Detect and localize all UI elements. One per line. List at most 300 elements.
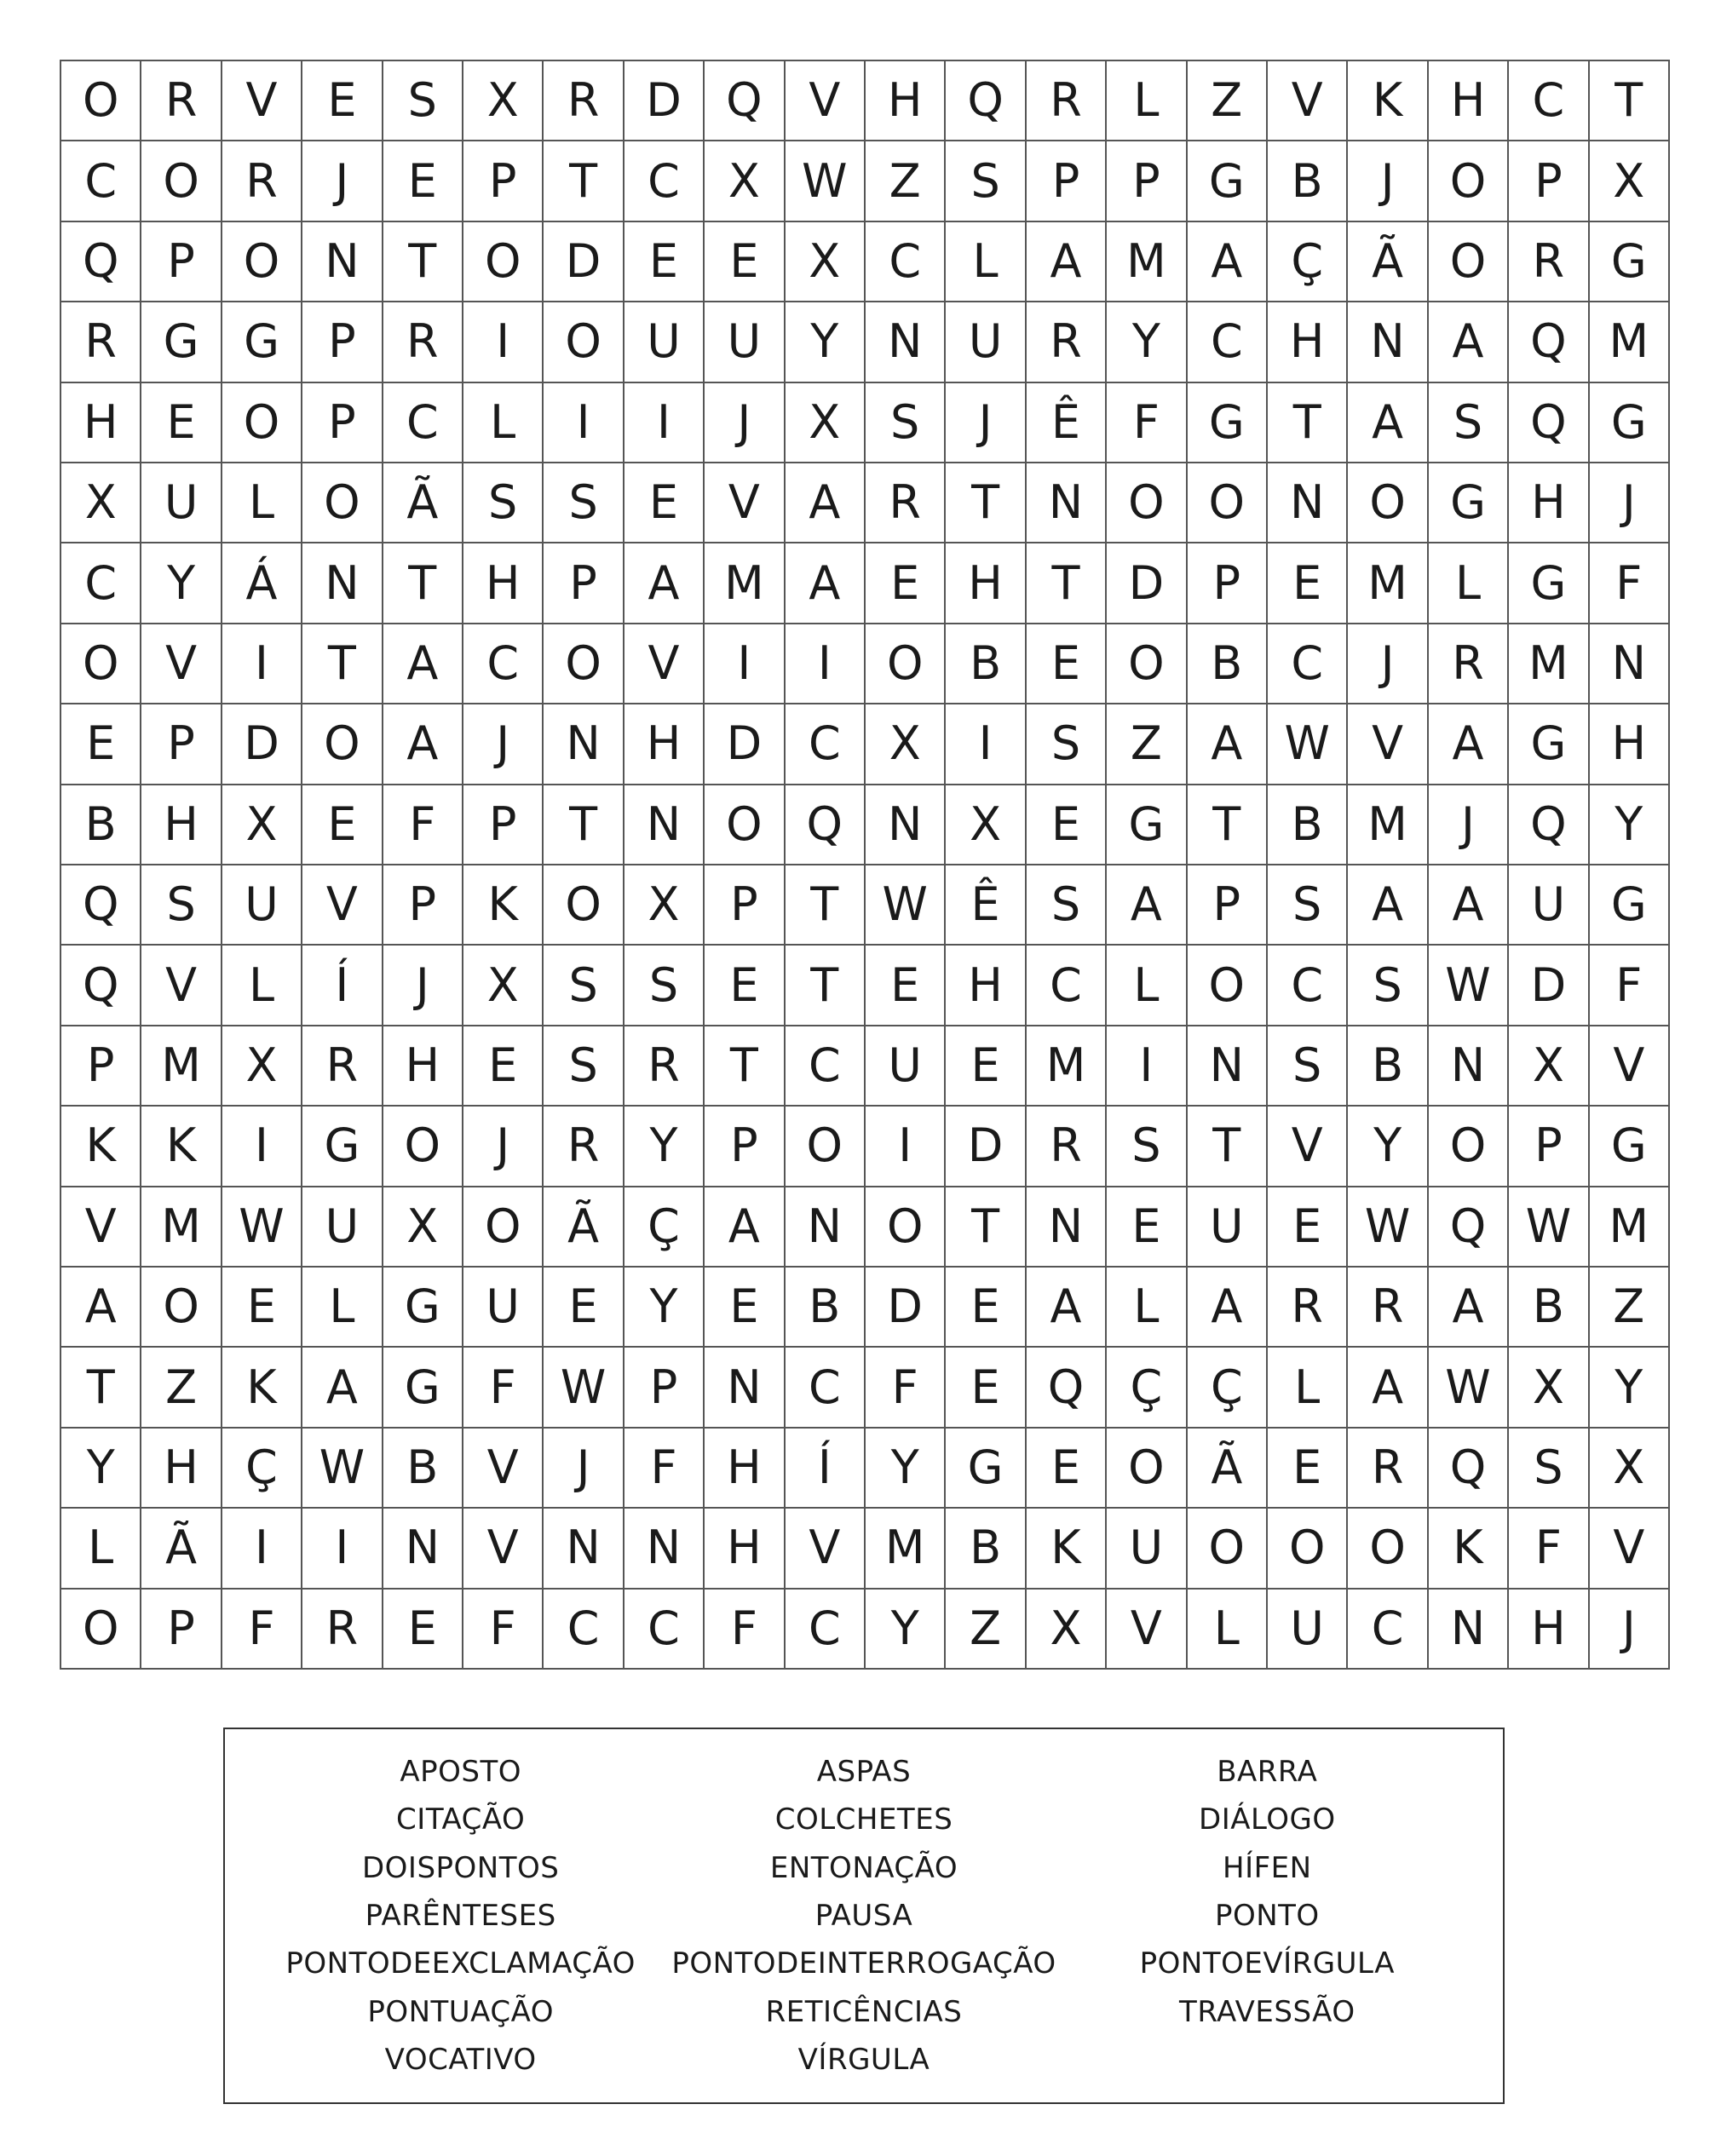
grid-cell[interactable]: Q (61, 946, 141, 1026)
grid-cell[interactable]: H (1268, 302, 1348, 382)
grid-cell[interactable]: O (222, 383, 302, 463)
grid-cell[interactable]: X (786, 222, 866, 302)
grid-cell[interactable]: S (1509, 1429, 1589, 1509)
grid-cell[interactable]: C (1509, 61, 1589, 141)
grid-cell[interactable]: W (544, 1348, 624, 1428)
grid-cell[interactable]: L (222, 463, 302, 543)
grid-cell[interactable]: J (1348, 624, 1428, 704)
grid-cell[interactable]: X (866, 704, 946, 785)
grid-cell[interactable]: P (544, 543, 624, 624)
grid-cell[interactable]: A (1429, 865, 1509, 946)
grid-cell[interactable]: C (1027, 946, 1107, 1026)
grid-cell[interactable]: E (61, 704, 141, 785)
grid-cell[interactable]: E (946, 1268, 1026, 1348)
grid-cell[interactable]: D (866, 1268, 946, 1348)
grid-cell[interactable]: M (1107, 222, 1187, 302)
grid-cell[interactable]: E (1107, 1187, 1187, 1268)
grid-cell[interactable]: R (1429, 624, 1509, 704)
grid-cell[interactable]: J (1590, 463, 1670, 543)
grid-cell[interactable]: I (222, 1509, 302, 1589)
grid-cell[interactable]: S (544, 1026, 624, 1107)
grid-cell[interactable]: X (222, 785, 302, 865)
grid-cell[interactable]: U (1509, 865, 1589, 946)
grid-cell[interactable]: R (383, 302, 463, 382)
grid-cell[interactable]: Ã (544, 1187, 624, 1268)
grid-cell[interactable]: A (786, 463, 866, 543)
grid-cell[interactable]: C (1268, 946, 1348, 1026)
grid-cell[interactable]: Q (1509, 785, 1589, 865)
grid-cell[interactable]: Z (1590, 1268, 1670, 1348)
grid-cell[interactable]: O (1429, 141, 1509, 221)
grid-cell[interactable]: E (383, 1590, 463, 1670)
grid-cell[interactable]: W (1268, 704, 1348, 785)
grid-cell[interactable]: Q (61, 222, 141, 302)
grid-cell[interactable]: N (705, 1348, 785, 1428)
grid-cell[interactable]: Ã (141, 1509, 222, 1589)
grid-cell[interactable]: K (141, 1107, 222, 1187)
grid-cell[interactable]: W (1429, 1348, 1509, 1428)
grid-cell[interactable]: N (1188, 1026, 1268, 1107)
grid-cell[interactable]: Ã (383, 463, 463, 543)
grid-cell[interactable]: S (1268, 865, 1348, 946)
grid-cell[interactable]: L (222, 946, 302, 1026)
grid-cell[interactable]: Q (786, 785, 866, 865)
grid-cell[interactable]: L (1268, 1348, 1348, 1428)
grid-cell[interactable]: V (1590, 1026, 1670, 1107)
grid-cell[interactable]: P (1027, 141, 1107, 221)
grid-cell[interactable]: A (705, 1187, 785, 1268)
grid-cell[interactable]: J (1590, 1590, 1670, 1670)
grid-cell[interactable]: Y (1107, 302, 1187, 382)
grid-cell[interactable]: J (383, 946, 463, 1026)
grid-cell[interactable]: E (1027, 785, 1107, 865)
grid-cell[interactable]: B (1348, 1026, 1428, 1107)
grid-cell[interactable]: D (544, 222, 624, 302)
grid-cell[interactable]: P (302, 302, 383, 382)
grid-cell[interactable]: P (463, 141, 544, 221)
grid-cell[interactable]: H (141, 785, 222, 865)
grid-cell[interactable]: T (383, 222, 463, 302)
grid-cell[interactable]: W (866, 865, 946, 946)
grid-cell[interactable]: U (1107, 1509, 1187, 1589)
grid-cell[interactable]: V (1107, 1590, 1187, 1670)
grid-cell[interactable]: Q (1429, 1187, 1509, 1268)
grid-cell[interactable]: C (61, 141, 141, 221)
grid-cell[interactable]: H (1590, 704, 1670, 785)
grid-cell[interactable]: U (302, 1187, 383, 1268)
grid-cell[interactable]: C (625, 1590, 705, 1670)
grid-cell[interactable]: U (866, 1026, 946, 1107)
grid-cell[interactable]: J (1429, 785, 1509, 865)
grid-cell[interactable]: Y (625, 1107, 705, 1187)
grid-cell[interactable]: Y (1348, 1107, 1428, 1187)
grid-cell[interactable]: O (1429, 1107, 1509, 1187)
grid-cell[interactable]: O (222, 222, 302, 302)
grid-cell[interactable]: B (1268, 785, 1348, 865)
grid-cell[interactable]: O (463, 1187, 544, 1268)
grid-cell[interactable]: S (1429, 383, 1509, 463)
grid-cell[interactable]: E (1268, 543, 1348, 624)
grid-cell[interactable]: Y (625, 1268, 705, 1348)
grid-cell[interactable]: X (946, 785, 1026, 865)
grid-cell[interactable]: J (1348, 141, 1428, 221)
grid-cell[interactable]: P (141, 222, 222, 302)
grid-cell[interactable]: E (544, 1268, 624, 1348)
grid-cell[interactable]: W (1348, 1187, 1428, 1268)
grid-cell[interactable]: A (1429, 1268, 1509, 1348)
grid-cell[interactable]: T (61, 1348, 141, 1428)
grid-cell[interactable]: F (383, 785, 463, 865)
grid-cell[interactable]: S (1027, 865, 1107, 946)
grid-cell[interactable]: H (383, 1026, 463, 1107)
grid-cell[interactable]: G (1429, 463, 1509, 543)
grid-cell[interactable]: H (946, 946, 1026, 1026)
grid-cell[interactable]: O (61, 624, 141, 704)
grid-cell[interactable]: H (946, 543, 1026, 624)
grid-cell[interactable]: G (141, 302, 222, 382)
grid-cell[interactable]: B (946, 624, 1026, 704)
grid-cell[interactable]: V (625, 624, 705, 704)
grid-cell[interactable]: X (61, 463, 141, 543)
grid-cell[interactable]: X (463, 61, 544, 141)
grid-cell[interactable]: Ç (1268, 222, 1348, 302)
grid-cell[interactable]: P (1188, 543, 1268, 624)
grid-cell[interactable]: T (1268, 383, 1348, 463)
grid-cell[interactable]: N (866, 302, 946, 382)
grid-cell[interactable]: T (544, 141, 624, 221)
grid-cell[interactable]: X (222, 1026, 302, 1107)
grid-cell[interactable]: O (302, 704, 383, 785)
grid-cell[interactable]: M (1590, 302, 1670, 382)
grid-cell[interactable]: E (625, 463, 705, 543)
grid-cell[interactable]: M (1027, 1026, 1107, 1107)
grid-cell[interactable]: G (383, 1268, 463, 1348)
grid-cell[interactable]: X (1027, 1590, 1107, 1670)
grid-cell[interactable]: B (383, 1429, 463, 1509)
grid-cell[interactable]: T (1027, 543, 1107, 624)
grid-cell[interactable]: P (625, 1348, 705, 1428)
grid-cell[interactable]: A (383, 704, 463, 785)
grid-cell[interactable]: I (705, 624, 785, 704)
grid-cell[interactable]: H (1509, 1590, 1589, 1670)
grid-cell[interactable]: V (302, 865, 383, 946)
grid-cell[interactable]: N (1590, 624, 1670, 704)
grid-cell[interactable]: F (625, 1429, 705, 1509)
grid-cell[interactable]: O (705, 785, 785, 865)
grid-cell[interactable]: S (625, 946, 705, 1026)
grid-cell[interactable]: H (1509, 463, 1589, 543)
grid-cell[interactable]: F (705, 1590, 785, 1670)
grid-cell[interactable]: T (1188, 785, 1268, 865)
grid-cell[interactable]: R (141, 61, 222, 141)
grid-cell[interactable]: T (1590, 61, 1670, 141)
grid-cell[interactable]: W (786, 141, 866, 221)
grid-cell[interactable]: P (1188, 865, 1268, 946)
grid-cell[interactable]: A (1429, 704, 1509, 785)
grid-cell[interactable]: W (1429, 946, 1509, 1026)
grid-cell[interactable]: W (222, 1187, 302, 1268)
grid-cell[interactable]: X (383, 1187, 463, 1268)
grid-cell[interactable]: E (1027, 1429, 1107, 1509)
grid-cell[interactable]: I (302, 1509, 383, 1589)
grid-cell[interactable]: S (1348, 946, 1428, 1026)
grid-cell[interactable]: S (463, 463, 544, 543)
grid-cell[interactable]: N (1027, 1187, 1107, 1268)
grid-cell[interactable]: S (1268, 1026, 1348, 1107)
grid-cell[interactable]: X (1509, 1026, 1589, 1107)
grid-cell[interactable]: A (1188, 222, 1268, 302)
grid-cell[interactable]: I (786, 624, 866, 704)
grid-cell[interactable]: A (1107, 865, 1187, 946)
grid-cell[interactable]: S (141, 865, 222, 946)
grid-cell[interactable]: K (222, 1348, 302, 1428)
grid-cell[interactable]: M (866, 1509, 946, 1589)
grid-cell[interactable]: T (705, 1026, 785, 1107)
grid-cell[interactable]: E (705, 946, 785, 1026)
grid-cell[interactable]: P (463, 785, 544, 865)
grid-cell[interactable]: X (786, 383, 866, 463)
grid-cell[interactable]: E (141, 383, 222, 463)
grid-cell[interactable]: U (1188, 1187, 1268, 1268)
grid-cell[interactable]: I (625, 383, 705, 463)
grid-cell[interactable]: B (786, 1268, 866, 1348)
grid-cell[interactable]: R (302, 1026, 383, 1107)
grid-cell[interactable]: N (786, 1187, 866, 1268)
grid-cell[interactable]: D (946, 1107, 1026, 1187)
grid-cell[interactable]: C (1348, 1590, 1428, 1670)
grid-cell[interactable]: E (1268, 1187, 1348, 1268)
grid-cell[interactable]: E (946, 1348, 1026, 1428)
grid-cell[interactable]: V (1348, 704, 1428, 785)
grid-cell[interactable]: V (463, 1509, 544, 1589)
grid-cell[interactable]: G (1590, 222, 1670, 302)
grid-cell[interactable]: Q (1509, 302, 1589, 382)
grid-cell[interactable]: I (866, 1107, 946, 1187)
grid-cell[interactable]: H (141, 1429, 222, 1509)
grid-cell[interactable]: O (1188, 946, 1268, 1026)
grid-cell[interactable]: T (946, 463, 1026, 543)
grid-cell[interactable]: O (1429, 222, 1509, 302)
grid-cell[interactable]: E (463, 1026, 544, 1107)
grid-cell[interactable]: J (544, 1429, 624, 1509)
grid-cell[interactable]: U (222, 865, 302, 946)
grid-cell[interactable]: X (1590, 1429, 1670, 1509)
grid-cell[interactable]: R (544, 61, 624, 141)
grid-cell[interactable]: G (946, 1429, 1026, 1509)
grid-cell[interactable]: E (866, 946, 946, 1026)
grid-cell[interactable]: H (625, 704, 705, 785)
grid-cell[interactable]: M (141, 1026, 222, 1107)
grid-cell[interactable]: T (946, 1187, 1026, 1268)
grid-cell[interactable]: T (786, 865, 866, 946)
grid-cell[interactable]: X (463, 946, 544, 1026)
grid-cell[interactable]: N (302, 222, 383, 302)
grid-cell[interactable]: R (222, 141, 302, 221)
grid-cell[interactable]: Ã (1348, 222, 1428, 302)
grid-cell[interactable]: X (705, 141, 785, 221)
grid-cell[interactable]: D (222, 704, 302, 785)
grid-cell[interactable]: V (1268, 1107, 1348, 1187)
grid-cell[interactable]: P (705, 1107, 785, 1187)
grid-cell[interactable]: G (1509, 543, 1589, 624)
grid-cell[interactable]: S (1027, 704, 1107, 785)
grid-cell[interactable]: T (544, 785, 624, 865)
grid-cell[interactable]: A (302, 1348, 383, 1428)
grid-cell[interactable]: Y (61, 1429, 141, 1509)
grid-cell[interactable]: T (786, 946, 866, 1026)
grid-cell[interactable]: O (141, 1268, 222, 1348)
grid-cell[interactable]: V (1590, 1509, 1670, 1589)
grid-cell[interactable]: N (866, 785, 946, 865)
grid-cell[interactable]: Z (141, 1348, 222, 1428)
grid-cell[interactable]: S (544, 946, 624, 1026)
grid-cell[interactable]: C (1268, 624, 1348, 704)
grid-cell[interactable]: F (1590, 543, 1670, 624)
grid-cell[interactable]: D (1107, 543, 1187, 624)
grid-cell[interactable]: H (705, 1429, 785, 1509)
grid-cell[interactable]: A (786, 543, 866, 624)
grid-cell[interactable]: N (1027, 463, 1107, 543)
grid-cell[interactable]: H (1429, 61, 1509, 141)
grid-cell[interactable]: X (625, 865, 705, 946)
grid-cell[interactable]: T (1188, 1107, 1268, 1187)
grid-cell[interactable]: E (705, 1268, 785, 1348)
grid-cell[interactable]: R (1268, 1268, 1348, 1348)
grid-cell[interactable]: U (463, 1268, 544, 1348)
grid-cell[interactable]: Ã (1188, 1429, 1268, 1509)
grid-cell[interactable]: A (1027, 1268, 1107, 1348)
grid-cell[interactable]: E (1268, 1429, 1348, 1509)
grid-cell[interactable]: C (786, 1348, 866, 1428)
grid-cell[interactable]: B (61, 785, 141, 865)
grid-cell[interactable]: V (463, 1429, 544, 1509)
grid-cell[interactable]: P (383, 865, 463, 946)
grid-cell[interactable]: R (1509, 222, 1589, 302)
grid-cell[interactable]: S (383, 61, 463, 141)
grid-cell[interactable]: P (141, 704, 222, 785)
grid-cell[interactable]: N (1348, 302, 1428, 382)
grid-cell[interactable]: V (705, 463, 785, 543)
grid-cell[interactable]: L (1107, 946, 1187, 1026)
grid-cell[interactable]: P (61, 1026, 141, 1107)
grid-cell[interactable]: Z (1188, 61, 1268, 141)
grid-cell[interactable]: R (866, 463, 946, 543)
grid-cell[interactable]: J (705, 383, 785, 463)
grid-cell[interactable]: P (705, 865, 785, 946)
grid-cell[interactable]: E (302, 785, 383, 865)
grid-cell[interactable]: R (1027, 61, 1107, 141)
grid-cell[interactable]: M (1509, 624, 1589, 704)
grid-cell[interactable]: S (1107, 1107, 1187, 1187)
grid-cell[interactable]: O (1107, 463, 1187, 543)
grid-cell[interactable]: A (1188, 1268, 1268, 1348)
grid-cell[interactable]: A (1188, 704, 1268, 785)
grid-cell[interactable]: M (141, 1187, 222, 1268)
grid-cell[interactable]: W (302, 1429, 383, 1509)
grid-cell[interactable]: H (463, 543, 544, 624)
grid-cell[interactable]: O (1348, 463, 1428, 543)
grid-cell[interactable]: G (1590, 383, 1670, 463)
grid-cell[interactable]: V (1268, 61, 1348, 141)
grid-cell[interactable]: A (1348, 1348, 1428, 1428)
grid-cell[interactable]: J (463, 1107, 544, 1187)
grid-cell[interactable]: K (1348, 61, 1428, 141)
grid-cell[interactable]: J (463, 704, 544, 785)
grid-cell[interactable]: N (1429, 1026, 1509, 1107)
grid-cell[interactable]: D (625, 61, 705, 141)
grid-cell[interactable]: E (222, 1268, 302, 1348)
grid-cell[interactable]: K (61, 1107, 141, 1187)
grid-cell[interactable]: L (1188, 1590, 1268, 1670)
grid-cell[interactable]: C (786, 1590, 866, 1670)
grid-cell[interactable]: M (1590, 1187, 1670, 1268)
grid-cell[interactable]: C (463, 624, 544, 704)
grid-cell[interactable]: V (141, 946, 222, 1026)
grid-cell[interactable]: O (61, 61, 141, 141)
grid-cell[interactable]: Ç (1107, 1348, 1187, 1428)
grid-cell[interactable]: L (1107, 61, 1187, 141)
grid-cell[interactable]: Ê (946, 865, 1026, 946)
grid-cell[interactable]: F (1590, 946, 1670, 1026)
grid-cell[interactable]: O (1107, 1429, 1187, 1509)
grid-cell[interactable]: R (61, 302, 141, 382)
grid-cell[interactable]: Ç (222, 1429, 302, 1509)
grid-cell[interactable]: N (383, 1509, 463, 1589)
grid-cell[interactable]: A (625, 543, 705, 624)
grid-cell[interactable]: I (946, 704, 1026, 785)
grid-cell[interactable]: I (544, 383, 624, 463)
grid-cell[interactable]: S (946, 141, 1026, 221)
grid-cell[interactable]: G (383, 1348, 463, 1428)
grid-cell[interactable]: M (1348, 543, 1428, 624)
grid-cell[interactable]: R (1027, 302, 1107, 382)
grid-cell[interactable]: G (1188, 383, 1268, 463)
grid-cell[interactable]: N (1429, 1590, 1509, 1670)
grid-cell[interactable]: R (544, 1107, 624, 1187)
grid-cell[interactable]: D (705, 704, 785, 785)
grid-cell[interactable]: F (463, 1348, 544, 1428)
grid-cell[interactable]: F (463, 1590, 544, 1670)
grid-cell[interactable]: R (302, 1590, 383, 1670)
grid-cell[interactable]: L (1107, 1268, 1187, 1348)
grid-cell[interactable]: O (141, 141, 222, 221)
grid-cell[interactable]: Ê (1027, 383, 1107, 463)
grid-cell[interactable]: S (544, 463, 624, 543)
grid-cell[interactable]: N (302, 543, 383, 624)
grid-cell[interactable]: O (1188, 1509, 1268, 1589)
grid-cell[interactable]: G (1509, 704, 1589, 785)
grid-cell[interactable]: A (61, 1268, 141, 1348)
grid-cell[interactable]: V (222, 61, 302, 141)
grid-cell[interactable]: H (61, 383, 141, 463)
grid-cell[interactable]: C (786, 1026, 866, 1107)
grid-cell[interactable]: O (1188, 463, 1268, 543)
grid-cell[interactable]: K (463, 865, 544, 946)
grid-cell[interactable]: O (866, 1187, 946, 1268)
grid-cell[interactable]: P (302, 383, 383, 463)
grid-cell[interactable]: Í (786, 1429, 866, 1509)
grid-cell[interactable]: O (786, 1107, 866, 1187)
grid-cell[interactable]: E (625, 222, 705, 302)
grid-cell[interactable]: O (61, 1590, 141, 1670)
grid-cell[interactable]: R (625, 1026, 705, 1107)
grid-cell[interactable]: I (222, 624, 302, 704)
grid-cell[interactable]: C (625, 141, 705, 221)
grid-cell[interactable]: I (222, 1107, 302, 1187)
grid-cell[interactable]: D (1509, 946, 1589, 1026)
grid-cell[interactable]: W (1509, 1187, 1589, 1268)
grid-cell[interactable]: U (946, 302, 1026, 382)
